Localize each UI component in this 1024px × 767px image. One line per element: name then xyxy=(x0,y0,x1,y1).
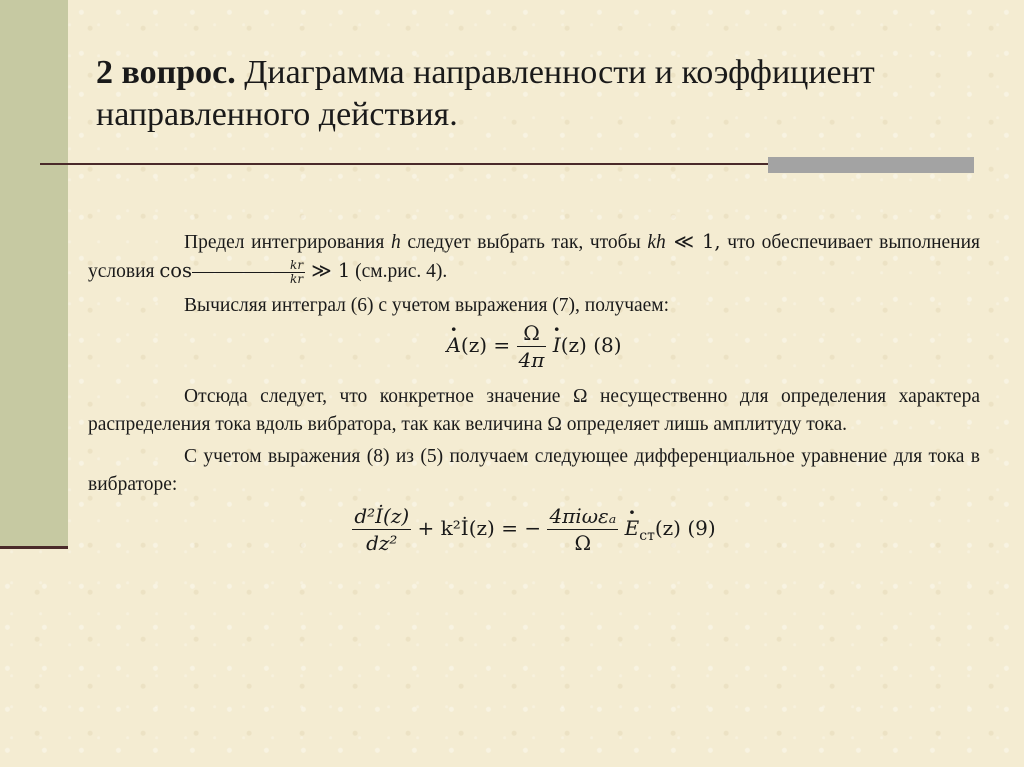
paragraph-integral-calc: Вычисляя интеграл (6) с учетом выражения (7), получаем: xyxy=(184,295,670,317)
side-accent-underline xyxy=(0,546,68,549)
kr-fraction: $\frac{kr}{kr}$ xyxy=(192,259,305,286)
omega-over-4pi: $\frac{\Omega}{4\pi}$ xyxy=(518,321,545,373)
coefficient-fraction: $\frac{\text{4πiωεₐ}}{\Omega}$ xyxy=(549,504,617,556)
paragraph-diff-eq-intro: С учетом выражения (8) из (5) получаем следующее дифференциальное уравнение для тока в вибраторе: xyxy=(88,446,980,496)
title-divider-accent xyxy=(768,157,974,173)
slide-body xyxy=(88,228,980,556)
title-bold: 2 вопрос. xyxy=(96,54,236,91)
paragraph-omega-note: Отсюда следует, что конкретное значение Ω несущественно для определения характера распределения тока вдоль вибратора, так как величина Ω определяет лишь амплитуду тока. xyxy=(88,386,980,436)
paragraph-integration-limit: Предел интегрирования h следует выбрать так, чтобы kh ≪ 1, что обеспечивает выполнения условия cos $\frac{kr}{kr}$ ≫ 1 (см.рис. 4). xyxy=(88,230,981,287)
side-accent-bar xyxy=(0,0,68,548)
equation-8: · A(z) = $\frac{\Omega}{4\pi}$ · I(z) (8) xyxy=(88,320,980,373)
second-derivative-fraction: $\frac{\text{d²İ(z)}}{\text{dz²}}$ xyxy=(354,504,410,556)
slide-title xyxy=(96,52,976,136)
title-rest: Диаграмма направленности и коэффициент направленного действия. xyxy=(96,54,875,133)
equation-9: $\frac{\text{d²İ(z)}}{\text{dz²}}$ + k²İ(z) = − $\frac{\text{4πiωεₐ}}{\Omega}$ · $E_{ст}(z)$ (9) xyxy=(88,503,980,556)
